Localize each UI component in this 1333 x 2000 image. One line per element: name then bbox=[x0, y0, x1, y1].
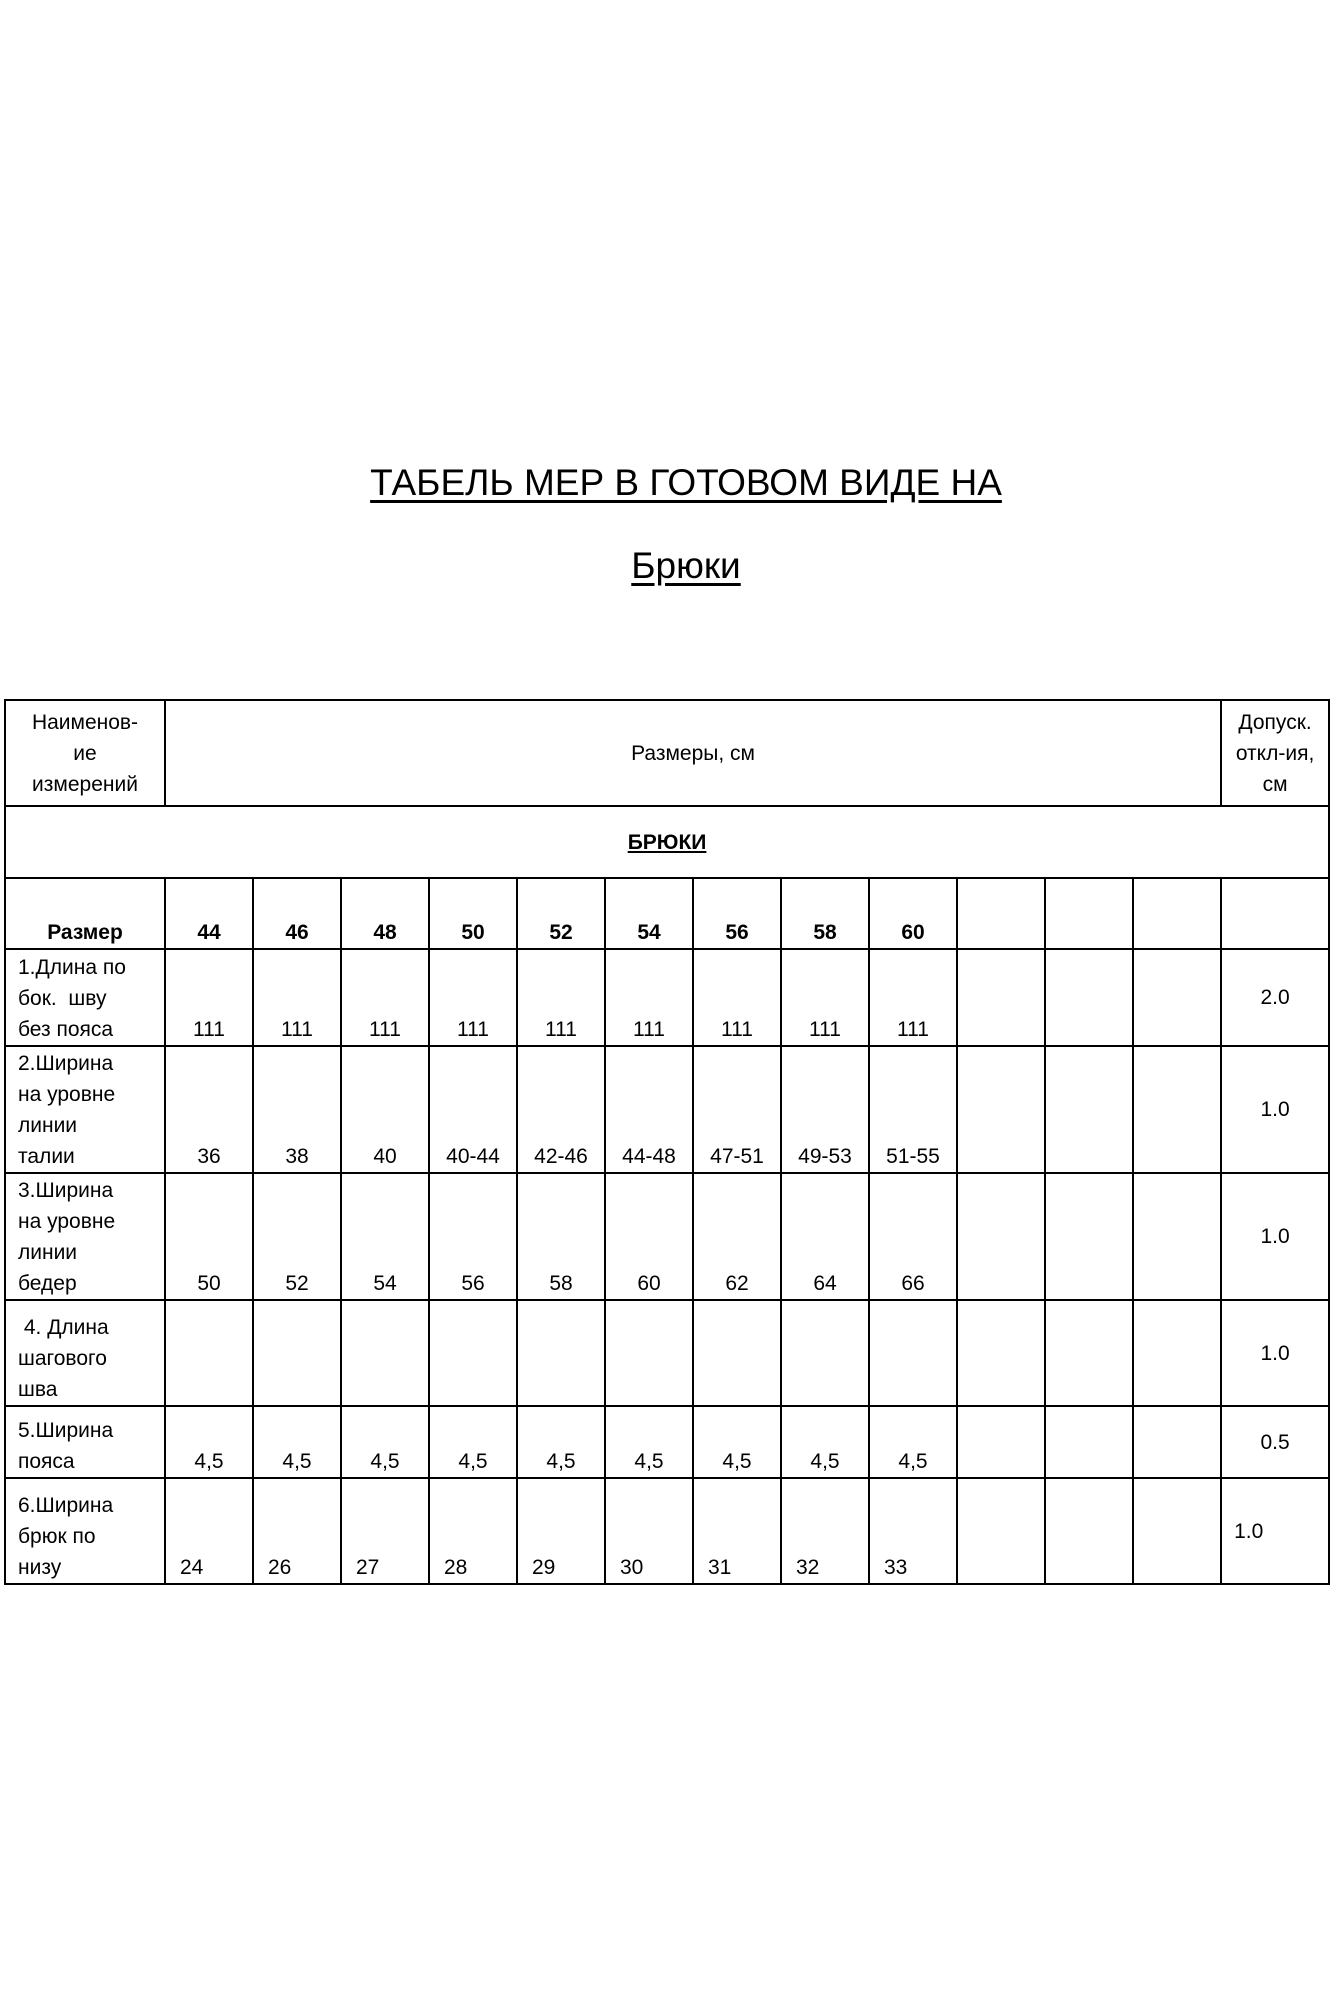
value-cell: 24 bbox=[165, 1478, 253, 1584]
tolerance-cell: 2.0 bbox=[1221, 949, 1329, 1046]
value-cell bbox=[1045, 1046, 1133, 1173]
measurement-name-text: 5.Ширина пояса bbox=[18, 1419, 120, 1473]
value-cell: 4,5 bbox=[869, 1406, 957, 1478]
value-cell bbox=[341, 1300, 429, 1406]
value-cell: 47-51 bbox=[693, 1046, 781, 1173]
value-cell: 111 bbox=[517, 949, 605, 1046]
measurement-name bbox=[5, 1478, 165, 1584]
size-cell: 52 bbox=[517, 878, 605, 949]
value-cell: 52 bbox=[253, 1173, 341, 1300]
size-row-tolerance-empty bbox=[1221, 878, 1329, 949]
value-cell bbox=[957, 1300, 1045, 1406]
value-cell bbox=[165, 1300, 253, 1406]
size-cell: 44 bbox=[165, 878, 253, 949]
value-cell bbox=[1133, 1406, 1221, 1478]
value-cell: 111 bbox=[605, 949, 693, 1046]
size-row bbox=[5, 878, 1329, 949]
value-cell: 4,5 bbox=[693, 1406, 781, 1478]
value-cell bbox=[1133, 1300, 1221, 1406]
size-cell: 46 bbox=[253, 878, 341, 949]
value-cell: 4,5 bbox=[429, 1406, 517, 1478]
size-cell: 50 bbox=[429, 878, 517, 949]
measurement-row bbox=[5, 1406, 1329, 1478]
value-cell: 111 bbox=[429, 949, 517, 1046]
measurement-name-text: 2.Ширина на уровне линии талии bbox=[18, 1052, 122, 1168]
header-tolerance-text: Допуск. откл-ия, см bbox=[1235, 710, 1315, 796]
value-cell: 58 bbox=[517, 1173, 605, 1300]
value-cell bbox=[1045, 1300, 1133, 1406]
tolerance-cell: 0.5 bbox=[1221, 1406, 1329, 1478]
value-cell bbox=[693, 1300, 781, 1406]
tolerance-cell: 1.0 bbox=[1221, 1300, 1329, 1406]
value-cell: 4,5 bbox=[605, 1406, 693, 1478]
measurement-row bbox=[5, 1173, 1329, 1300]
value-cell bbox=[869, 1300, 957, 1406]
size-cell: 58 bbox=[781, 878, 869, 949]
value-cell: 111 bbox=[165, 949, 253, 1046]
value-cell: 64 bbox=[781, 1173, 869, 1300]
value-cell: 44-48 bbox=[605, 1046, 693, 1173]
value-cell: 4,5 bbox=[517, 1406, 605, 1478]
value-cell: 111 bbox=[693, 949, 781, 1046]
measurement-name bbox=[5, 1406, 165, 1478]
value-cell: 29 bbox=[517, 1478, 605, 1584]
size-row-label: Размер bbox=[5, 878, 165, 949]
value-cell bbox=[1133, 1173, 1221, 1300]
tolerance-cell: 1.0 bbox=[1221, 1173, 1329, 1300]
measurement-name bbox=[5, 949, 165, 1046]
measurement-row bbox=[5, 1046, 1329, 1173]
value-cell: 40-44 bbox=[429, 1046, 517, 1173]
value-cell: 32 bbox=[781, 1478, 869, 1584]
value-cell bbox=[517, 1300, 605, 1406]
measurement-row bbox=[5, 1300, 1329, 1406]
size-cell: 60 bbox=[869, 878, 957, 949]
value-cell: 40 bbox=[341, 1046, 429, 1173]
value-cell: 54 bbox=[341, 1173, 429, 1300]
value-cell: 27 bbox=[341, 1478, 429, 1584]
value-cell bbox=[429, 1300, 517, 1406]
value-cell: 111 bbox=[253, 949, 341, 1046]
measurement-name-text: 1.Длина по бок. шву без пояса bbox=[18, 956, 132, 1041]
tolerance-cell: 1.0 bbox=[1221, 1046, 1329, 1173]
value-cell bbox=[957, 1406, 1045, 1478]
measurement-name-text: 3.Ширина на уровне линии бедер bbox=[18, 1179, 122, 1295]
value-cell: 50 bbox=[165, 1173, 253, 1300]
value-cell bbox=[957, 1173, 1045, 1300]
value-cell bbox=[1045, 1478, 1133, 1584]
header-measurement-name-text: Наименов-ие измерений bbox=[31, 710, 139, 796]
size-cell bbox=[1045, 878, 1133, 949]
section-label: БРЮКИ bbox=[5, 806, 1329, 878]
value-cell: 62 bbox=[693, 1173, 781, 1300]
header-measurement-name bbox=[5, 700, 165, 806]
value-cell bbox=[1133, 949, 1221, 1046]
value-cell: 31 bbox=[693, 1478, 781, 1584]
value-cell: 111 bbox=[781, 949, 869, 1046]
value-cell bbox=[957, 1046, 1045, 1173]
tolerance-cell: 1.0 bbox=[1221, 1478, 1329, 1584]
measurement-name-text: 4. Длина шагового шва bbox=[18, 1316, 115, 1401]
value-cell: 33 bbox=[869, 1478, 957, 1584]
measurement-table bbox=[4, 699, 1330, 1585]
value-cell bbox=[253, 1300, 341, 1406]
value-cell: 51-55 bbox=[869, 1046, 957, 1173]
value-cell: 111 bbox=[869, 949, 957, 1046]
size-cell: 48 bbox=[341, 878, 429, 949]
value-cell: 60 bbox=[605, 1173, 693, 1300]
value-cell: 26 bbox=[253, 1478, 341, 1584]
value-cell: 66 bbox=[869, 1173, 957, 1300]
header-sizes: Размеры, см bbox=[165, 700, 1221, 806]
document-subtitle: Брюки bbox=[631, 545, 741, 586]
value-cell bbox=[1133, 1046, 1221, 1173]
header-tolerance bbox=[1221, 700, 1329, 806]
value-cell: 36 bbox=[165, 1046, 253, 1173]
value-cell: 4,5 bbox=[165, 1406, 253, 1478]
value-cell: 38 bbox=[253, 1046, 341, 1173]
document-title: ТАБЕЛЬ МЕР В ГОТОВОМ ВИДЕ НА bbox=[370, 462, 1002, 503]
value-cell bbox=[1045, 1173, 1133, 1300]
measurement-name bbox=[5, 1300, 165, 1406]
value-cell: 111 bbox=[341, 949, 429, 1046]
measurement-name bbox=[5, 1046, 165, 1173]
section-row bbox=[5, 806, 1329, 878]
value-cell bbox=[1133, 1478, 1221, 1584]
measurement-name-text: 6.Ширина брюк по низу bbox=[18, 1494, 120, 1579]
value-cell: 49-53 bbox=[781, 1046, 869, 1173]
header-row bbox=[5, 700, 1329, 806]
measurement-row bbox=[5, 1478, 1329, 1584]
size-cell bbox=[1133, 878, 1221, 949]
value-cell bbox=[957, 1478, 1045, 1584]
value-cell: 4,5 bbox=[781, 1406, 869, 1478]
value-cell bbox=[605, 1300, 693, 1406]
value-cell bbox=[1045, 1406, 1133, 1478]
value-cell: 4,5 bbox=[253, 1406, 341, 1478]
value-cell bbox=[1045, 949, 1133, 1046]
measurement-row bbox=[5, 949, 1329, 1046]
size-cell: 54 bbox=[605, 878, 693, 949]
value-cell bbox=[781, 1300, 869, 1406]
value-cell: 28 bbox=[429, 1478, 517, 1584]
size-cell: 56 bbox=[693, 878, 781, 949]
value-cell bbox=[957, 949, 1045, 1046]
value-cell: 30 bbox=[605, 1478, 693, 1584]
value-cell: 56 bbox=[429, 1173, 517, 1300]
value-cell: 42-46 bbox=[517, 1046, 605, 1173]
value-cell: 4,5 bbox=[341, 1406, 429, 1478]
measurement-name bbox=[5, 1173, 165, 1300]
size-cell bbox=[957, 878, 1045, 949]
